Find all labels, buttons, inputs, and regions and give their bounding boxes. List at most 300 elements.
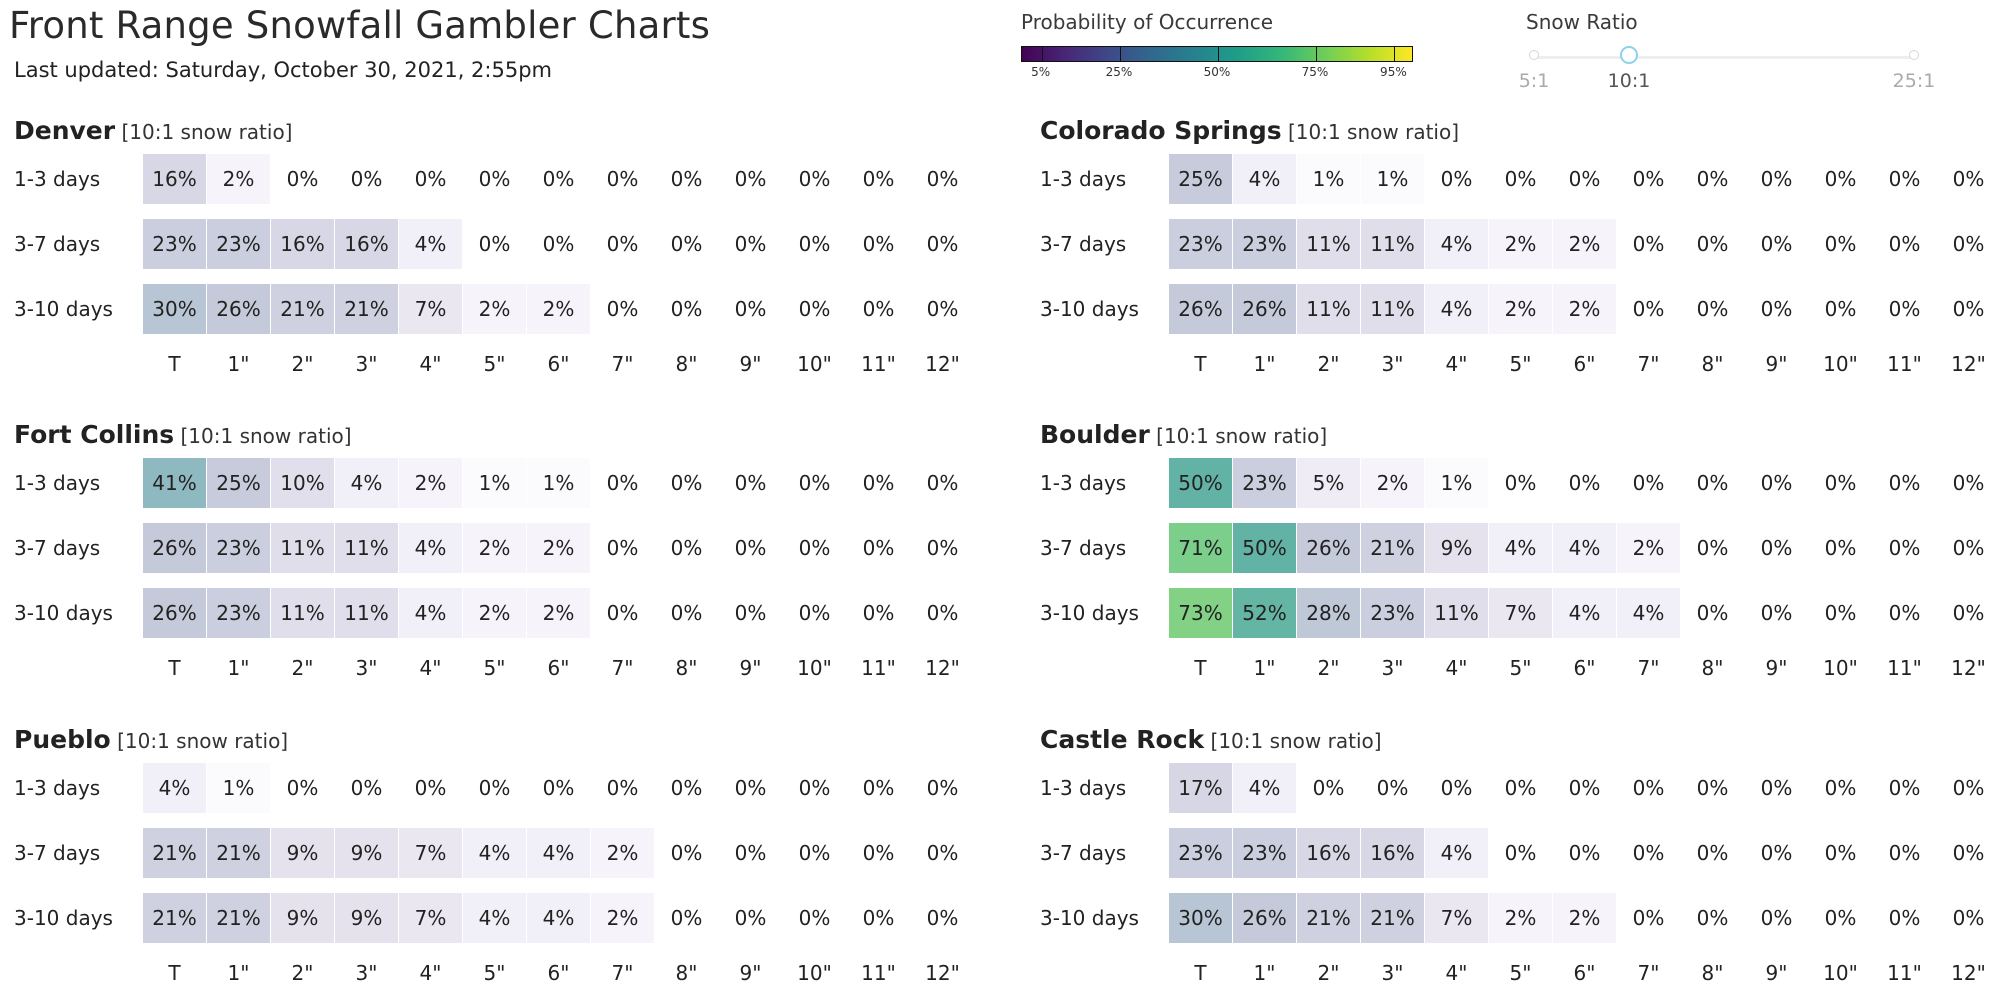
city-name: Colorado Springs <box>1040 116 1282 145</box>
column-label: 1" <box>227 656 250 680</box>
heatmap-cell: 0% <box>798 471 831 495</box>
heatmap-cell: 0% <box>1504 471 1537 495</box>
heatmap-cell: 0% <box>286 776 319 800</box>
heatmap-cell: 0% <box>798 601 831 625</box>
heatmap-cell: 23% <box>207 588 270 638</box>
column-label: 8" <box>1701 961 1724 985</box>
heatmap-cell: 0% <box>1824 167 1857 191</box>
heatmap-cell: 2% <box>527 284 590 334</box>
snow-ratio-slider[interactable] <box>1500 10 1936 92</box>
heatmap-cell: 25% <box>207 458 270 508</box>
column-label: 9" <box>739 961 762 985</box>
heatmap-cell: 23% <box>1233 458 1296 508</box>
column-label: 12" <box>1951 961 1986 985</box>
column-label: 10" <box>797 352 832 376</box>
heatmap-cell: 0% <box>350 776 383 800</box>
heatmap-cell: 2% <box>1553 893 1616 943</box>
heatmap-cell: 0% <box>1952 297 1985 321</box>
heatmap-cell: 52% <box>1233 588 1296 638</box>
heatmap-cell: 16% <box>1297 828 1360 878</box>
heatmap-cell: 1% <box>1361 154 1424 204</box>
column-label: T <box>1194 656 1207 680</box>
heatmap-cell: 0% <box>670 841 703 865</box>
legend-labels <box>1021 62 1421 80</box>
column-label: 3" <box>1381 656 1404 680</box>
heatmap-cell: 0% <box>1760 297 1793 321</box>
column-label: T <box>168 961 181 985</box>
row-label-1-3-days: 1-3 days <box>1040 471 1127 495</box>
column-label: 4" <box>1445 352 1468 376</box>
heatmap-cell: 0% <box>606 601 639 625</box>
heatmap-cell: 2% <box>527 523 590 573</box>
city-name: Castle Rock <box>1040 725 1205 754</box>
column-label: 4" <box>419 961 442 985</box>
column-label: T <box>168 656 181 680</box>
last-updated: Last updated: Saturday, October 30, 2021, 2:55pm <box>14 58 553 82</box>
heatmap-cell: 4% <box>399 523 462 573</box>
heatmap-cell: 0% <box>1952 906 1985 930</box>
heatmap-cell: 0% <box>926 906 959 930</box>
heatmap-cell: 0% <box>1824 841 1857 865</box>
heatmap-cell: 0% <box>862 776 895 800</box>
heatmap-cell: 16% <box>335 219 398 269</box>
heatmap-cell: 0% <box>734 167 767 191</box>
column-label: 11" <box>1887 961 1922 985</box>
heatmap-cell: 0% <box>1888 167 1921 191</box>
heatmap-cell: 5% <box>1297 458 1360 508</box>
heatmap-cell: 0% <box>1888 906 1921 930</box>
heatmap-cell: 28% <box>1297 588 1360 638</box>
heatmap-cell: 0% <box>926 536 959 560</box>
heatmap-cell: 0% <box>1696 841 1729 865</box>
heatmap-cell: 0% <box>862 471 895 495</box>
heatmap-cell: 0% <box>1696 297 1729 321</box>
column-label: 3" <box>355 352 378 376</box>
heatmap-cell: 0% <box>862 906 895 930</box>
city-name: Boulder <box>1040 420 1150 449</box>
heatmap-cell: 0% <box>1504 841 1537 865</box>
heatmap-cell: 0% <box>478 167 511 191</box>
column-label: 12" <box>925 961 960 985</box>
heatmap-cell: 17% <box>1169 763 1232 813</box>
heatmap-cell: 0% <box>798 232 831 256</box>
heatmap-cell: 0% <box>862 167 895 191</box>
column-label: 3" <box>1381 352 1404 376</box>
heatmap-cell: 0% <box>926 471 959 495</box>
heatmap-cell: 0% <box>734 232 767 256</box>
heatmap-cell: 7% <box>399 828 462 878</box>
slider-track[interactable] <box>1534 56 1914 59</box>
column-label: 2" <box>1317 656 1340 680</box>
row-label-3-10-days: 3-10 days <box>14 906 113 930</box>
column-label: 6" <box>1573 656 1596 680</box>
heatmap-cell: 0% <box>286 167 319 191</box>
heatmap-cell: 4% <box>1489 523 1552 573</box>
column-label: 11" <box>861 961 896 985</box>
snow-ratio-title: Snow Ratio <box>1526 10 1638 34</box>
heatmap-cell: 0% <box>734 297 767 321</box>
heatmap-cell: 0% <box>670 297 703 321</box>
heatmap-cell: 0% <box>862 841 895 865</box>
heatmap-cell: 0% <box>1696 471 1729 495</box>
column-label: 9" <box>1765 656 1788 680</box>
heatmap-cell: 4% <box>463 828 526 878</box>
legend-label-75: 75% <box>1301 65 1329 79</box>
heatmap-cell: 9% <box>1425 523 1488 573</box>
column-label: 6" <box>547 352 570 376</box>
column-label: 2" <box>291 656 314 680</box>
heatmap-cell: 0% <box>926 601 959 625</box>
column-label: 8" <box>1701 352 1724 376</box>
heatmap-cell: 2% <box>1553 219 1616 269</box>
heatmap-cell: 4% <box>527 828 590 878</box>
legend-tick-25 <box>1120 47 1121 62</box>
heatmap-cell: 23% <box>1233 828 1296 878</box>
row-label-3-7-days: 3-7 days <box>1040 232 1127 256</box>
column-label: 11" <box>861 656 896 680</box>
heatmap-cell: 0% <box>414 776 447 800</box>
heatmap-cell: 0% <box>1696 232 1729 256</box>
legend-tick-75 <box>1316 47 1317 62</box>
slider-label-25-1: 25:1 <box>1892 70 1936 92</box>
column-label: 1" <box>1253 352 1276 376</box>
heatmap-cell: 4% <box>1425 828 1488 878</box>
heatmap-cell: 2% <box>207 154 270 204</box>
heatmap-cell: 0% <box>1568 471 1601 495</box>
heatmap-cell: 0% <box>1888 776 1921 800</box>
heatmap-cell: 0% <box>1760 167 1793 191</box>
column-label: T <box>1194 961 1207 985</box>
page-title: Front Range Snowfall Gambler Charts <box>9 4 711 47</box>
column-label: 2" <box>291 352 314 376</box>
heatmap-cell: 2% <box>1489 893 1552 943</box>
heatmap-cell: 2% <box>463 588 526 638</box>
heatmap-cell: 0% <box>1760 841 1793 865</box>
heatmap-cell: 0% <box>926 776 959 800</box>
heatmap-cell: 0% <box>1888 536 1921 560</box>
heatmap-cell: 0% <box>1376 776 1409 800</box>
column-label: 10" <box>1823 352 1858 376</box>
column-label: 3" <box>355 656 378 680</box>
heatmap-cell: 0% <box>1440 776 1473 800</box>
heatmap-cell: 0% <box>1888 601 1921 625</box>
heatmap-cell: 21% <box>271 284 334 334</box>
heatmap-cell: 0% <box>670 167 703 191</box>
column-label: 3" <box>355 961 378 985</box>
heatmap-cell: 0% <box>1952 536 1985 560</box>
heatmap-cell: 0% <box>1312 776 1345 800</box>
column-label: 4" <box>1445 961 1468 985</box>
heatmap-cell: 0% <box>1696 906 1729 930</box>
heatmap-cell: 0% <box>734 841 767 865</box>
heatmap-cell: 21% <box>207 893 270 943</box>
heatmap-cell: 10% <box>271 458 334 508</box>
heatmap-cell: 11% <box>1425 588 1488 638</box>
heatmap-cell: 0% <box>798 536 831 560</box>
heatmap-cell: 0% <box>1888 232 1921 256</box>
heatmap-cell: 21% <box>143 893 206 943</box>
heatmap-cell: 0% <box>670 471 703 495</box>
column-label: 12" <box>1951 352 1986 376</box>
heatmap-cell: 0% <box>1888 841 1921 865</box>
column-label: T <box>1194 352 1207 376</box>
column-label: 2" <box>1317 961 1340 985</box>
probability-legend <box>1021 10 1421 80</box>
heatmap-cell: 9% <box>271 893 334 943</box>
heatmap-cell: 0% <box>1952 841 1985 865</box>
heatmap-cell: 2% <box>399 458 462 508</box>
heatmap-cell: 73% <box>1169 588 1232 638</box>
column-label: 2" <box>291 961 314 985</box>
slider-stop[interactable] <box>1529 50 1539 60</box>
heatmap-cell: 0% <box>1824 471 1857 495</box>
row-label-1-3-days: 1-3 days <box>14 776 101 800</box>
heatmap-cell: 2% <box>1617 523 1680 573</box>
heatmap-cell: 11% <box>335 588 398 638</box>
column-label: 12" <box>925 656 960 680</box>
heatmap-cell: 0% <box>670 906 703 930</box>
heatmap-cell: 0% <box>1504 776 1537 800</box>
column-label: 7" <box>1637 656 1660 680</box>
column-label: 6" <box>1573 961 1596 985</box>
row-label-3-10-days: 3-10 days <box>1040 297 1139 321</box>
column-label: 8" <box>675 656 698 680</box>
heatmap-cell: 21% <box>1361 523 1424 573</box>
heatmap-cell: 41% <box>143 458 206 508</box>
heatmap-cell: 1% <box>527 458 590 508</box>
column-label: 12" <box>925 352 960 376</box>
heatmap-cell: 26% <box>143 588 206 638</box>
heatmap-cell: 0% <box>1952 471 1985 495</box>
heatmap-cell: 0% <box>926 297 959 321</box>
heatmap-cell: 0% <box>926 841 959 865</box>
heatmap-cell: 0% <box>606 297 639 321</box>
legend-label-25: 25% <box>1105 65 1133 79</box>
heatmap-cell: 0% <box>1952 601 1985 625</box>
heatmap-cell: 7% <box>1425 893 1488 943</box>
column-label: 8" <box>675 961 698 985</box>
heatmap-cell: 0% <box>606 776 639 800</box>
column-label: 9" <box>1765 961 1788 985</box>
chart-title <box>14 420 352 449</box>
heatmap-cell: 1% <box>1425 458 1488 508</box>
heatmap-cell: 26% <box>143 523 206 573</box>
heatmap-cell: 0% <box>606 536 639 560</box>
legend-tick-5 <box>1042 47 1043 62</box>
heatmap-cell: 0% <box>478 232 511 256</box>
heatmap-cell: 26% <box>1233 893 1296 943</box>
column-label: 5" <box>1509 352 1532 376</box>
heatmap-cell: 0% <box>606 471 639 495</box>
heatmap-cell: 4% <box>1425 284 1488 334</box>
heatmap-cell: 0% <box>798 841 831 865</box>
heatmap-cell: 0% <box>1632 471 1665 495</box>
column-label: 9" <box>739 352 762 376</box>
heatmap-cell: 2% <box>1553 284 1616 334</box>
heatmap-cell: 0% <box>1696 167 1729 191</box>
heatmap-cell: 0% <box>1760 232 1793 256</box>
heatmap-cell: 0% <box>1760 471 1793 495</box>
heatmap-cell: 0% <box>1952 776 1985 800</box>
heatmap-cell: 0% <box>1632 232 1665 256</box>
heatmap-cell: 0% <box>1632 841 1665 865</box>
heatmap-cell: 0% <box>1824 906 1857 930</box>
heatmap-cell: 2% <box>463 284 526 334</box>
column-label: 11" <box>1887 352 1922 376</box>
heatmap-cell: 0% <box>926 167 959 191</box>
heatmap-cell: 0% <box>798 297 831 321</box>
heatmap-cell: 2% <box>463 523 526 573</box>
heatmap-cell: 16% <box>271 219 334 269</box>
column-label: 10" <box>1823 961 1858 985</box>
heatmap-cell: 21% <box>1361 893 1424 943</box>
heatmap-cell: 4% <box>1233 154 1296 204</box>
legend-color-bar <box>1021 46 1413 62</box>
chart-title <box>1040 420 1327 449</box>
heatmap-cell: 4% <box>1425 219 1488 269</box>
heatmap-cell: 0% <box>734 906 767 930</box>
heatmap-cell: 2% <box>1489 219 1552 269</box>
column-label: 11" <box>1887 656 1922 680</box>
column-label: 1" <box>1253 961 1276 985</box>
city-name: Denver <box>14 116 116 145</box>
heatmap-cell: 0% <box>606 232 639 256</box>
heatmap-cell: 7% <box>399 893 462 943</box>
heatmap-cell: 4% <box>1553 523 1616 573</box>
column-label: 1" <box>227 961 250 985</box>
heatmap-cell: 21% <box>1297 893 1360 943</box>
heatmap-cell: 2% <box>1489 284 1552 334</box>
column-label: 8" <box>1701 656 1724 680</box>
heatmap-cell: 23% <box>1361 588 1424 638</box>
heatmap-cell: 23% <box>143 219 206 269</box>
heatmap-cell: 26% <box>1169 284 1232 334</box>
heatmap-cell: 2% <box>1361 458 1424 508</box>
heatmap-cell: 0% <box>350 167 383 191</box>
row-label-3-7-days: 3-7 days <box>14 841 101 865</box>
heatmap-cell: 2% <box>591 893 654 943</box>
heatmap-cell: 1% <box>1297 154 1360 204</box>
column-label: 10" <box>797 656 832 680</box>
heatmap-cell: 0% <box>542 167 575 191</box>
heatmap-cell: 1% <box>207 763 270 813</box>
heatmap-cell: 1% <box>463 458 526 508</box>
chart-title <box>14 725 288 754</box>
heatmap-cell: 0% <box>1632 906 1665 930</box>
heatmap-cell: 0% <box>1888 471 1921 495</box>
column-label: 7" <box>611 961 634 985</box>
heatmap-cell: 0% <box>1568 841 1601 865</box>
heatmap-cell: 50% <box>1169 458 1232 508</box>
snow-ratio-note: [10:1 snow ratio] <box>174 424 352 448</box>
heatmap-cell: 0% <box>1696 776 1729 800</box>
heatmap-cell: 0% <box>1888 297 1921 321</box>
heatmap-cell: 0% <box>1952 167 1985 191</box>
heatmap-cell: 4% <box>1617 588 1680 638</box>
row-label-3-10-days: 3-10 days <box>14 297 113 321</box>
heatmap-cell: 4% <box>143 763 206 813</box>
heatmap-cell: 16% <box>143 154 206 204</box>
snow-ratio-note: [10:1 snow ratio] <box>1281 120 1460 144</box>
heatmap-cell: 2% <box>591 828 654 878</box>
column-label: T <box>168 352 181 376</box>
column-label: 7" <box>611 352 634 376</box>
heatmap-cell: 0% <box>798 167 831 191</box>
heatmap-cell: 2% <box>527 588 590 638</box>
heatmap-cell: 0% <box>478 776 511 800</box>
heatmap-cell: 11% <box>335 523 398 573</box>
heatmap-cell: 0% <box>606 167 639 191</box>
heatmap-cell: 0% <box>798 776 831 800</box>
legend-tick-50 <box>1218 47 1219 62</box>
heatmap-cell: 0% <box>1760 536 1793 560</box>
heatmap-cell: 0% <box>1632 297 1665 321</box>
legend-title: Probability of Occurrence <box>1021 10 1274 34</box>
city-name: Fort Collins <box>14 420 175 449</box>
column-label: 6" <box>1573 352 1596 376</box>
heatmap-cell: 9% <box>335 893 398 943</box>
chart-title <box>1040 116 1459 145</box>
snow-ratio-note: [10:1 snow ratio] <box>110 729 289 753</box>
slider-label-5-1: 5:1 <box>1518 70 1550 92</box>
row-label-1-3-days: 1-3 days <box>14 167 101 191</box>
column-label: 7" <box>611 656 634 680</box>
row-label-3-7-days: 3-7 days <box>14 536 101 560</box>
column-label: 2" <box>1317 352 1340 376</box>
row-label-1-3-days: 1-3 days <box>1040 776 1127 800</box>
heatmap-cell: 26% <box>207 284 270 334</box>
column-label: 4" <box>419 656 442 680</box>
column-label: 5" <box>1509 961 1532 985</box>
heatmap-cell: 0% <box>1824 232 1857 256</box>
snow-ratio-note: [10:1 snow ratio] <box>1204 729 1382 753</box>
heatmap-cell: 0% <box>1824 601 1857 625</box>
column-label: 3" <box>1381 961 1404 985</box>
heatmap-cell: 0% <box>734 471 767 495</box>
row-label-3-10-days: 3-10 days <box>1040 906 1139 930</box>
heatmap-cell: 0% <box>1568 776 1601 800</box>
heatmap-cell: 0% <box>1696 601 1729 625</box>
column-label: 6" <box>547 961 570 985</box>
chart-title <box>1040 725 1382 754</box>
column-label: 11" <box>861 352 896 376</box>
heatmap-cell: 0% <box>670 776 703 800</box>
row-label-3-7-days: 3-7 days <box>14 232 101 256</box>
heatmap-cell: 4% <box>463 893 526 943</box>
heatmap-cell: 50% <box>1233 523 1296 573</box>
heatmap-cell: 4% <box>399 219 462 269</box>
heatmap-cell: 0% <box>798 906 831 930</box>
heatmap-cell: 0% <box>1504 167 1537 191</box>
slider-handle[interactable] <box>1620 46 1638 64</box>
heatmap-cell: 26% <box>1233 284 1296 334</box>
heatmap-cell: 0% <box>542 776 575 800</box>
heatmap-cell: 26% <box>1297 523 1360 573</box>
heatmap-cell: 11% <box>271 523 334 573</box>
heatmap-cell: 11% <box>1297 219 1360 269</box>
column-label: 9" <box>739 656 762 680</box>
heatmap-cell: 9% <box>335 828 398 878</box>
column-label: 12" <box>1951 656 1986 680</box>
legend-tick-95 <box>1394 47 1395 62</box>
slider-stop[interactable] <box>1909 50 1919 60</box>
heatmap-cell: 23% <box>207 219 270 269</box>
row-label-3-7-days: 3-7 days <box>1040 536 1127 560</box>
heatmap-cell: 23% <box>1169 219 1232 269</box>
heatmap-cell: 0% <box>542 232 575 256</box>
heatmap-cell: 0% <box>926 232 959 256</box>
column-label: 5" <box>483 961 506 985</box>
